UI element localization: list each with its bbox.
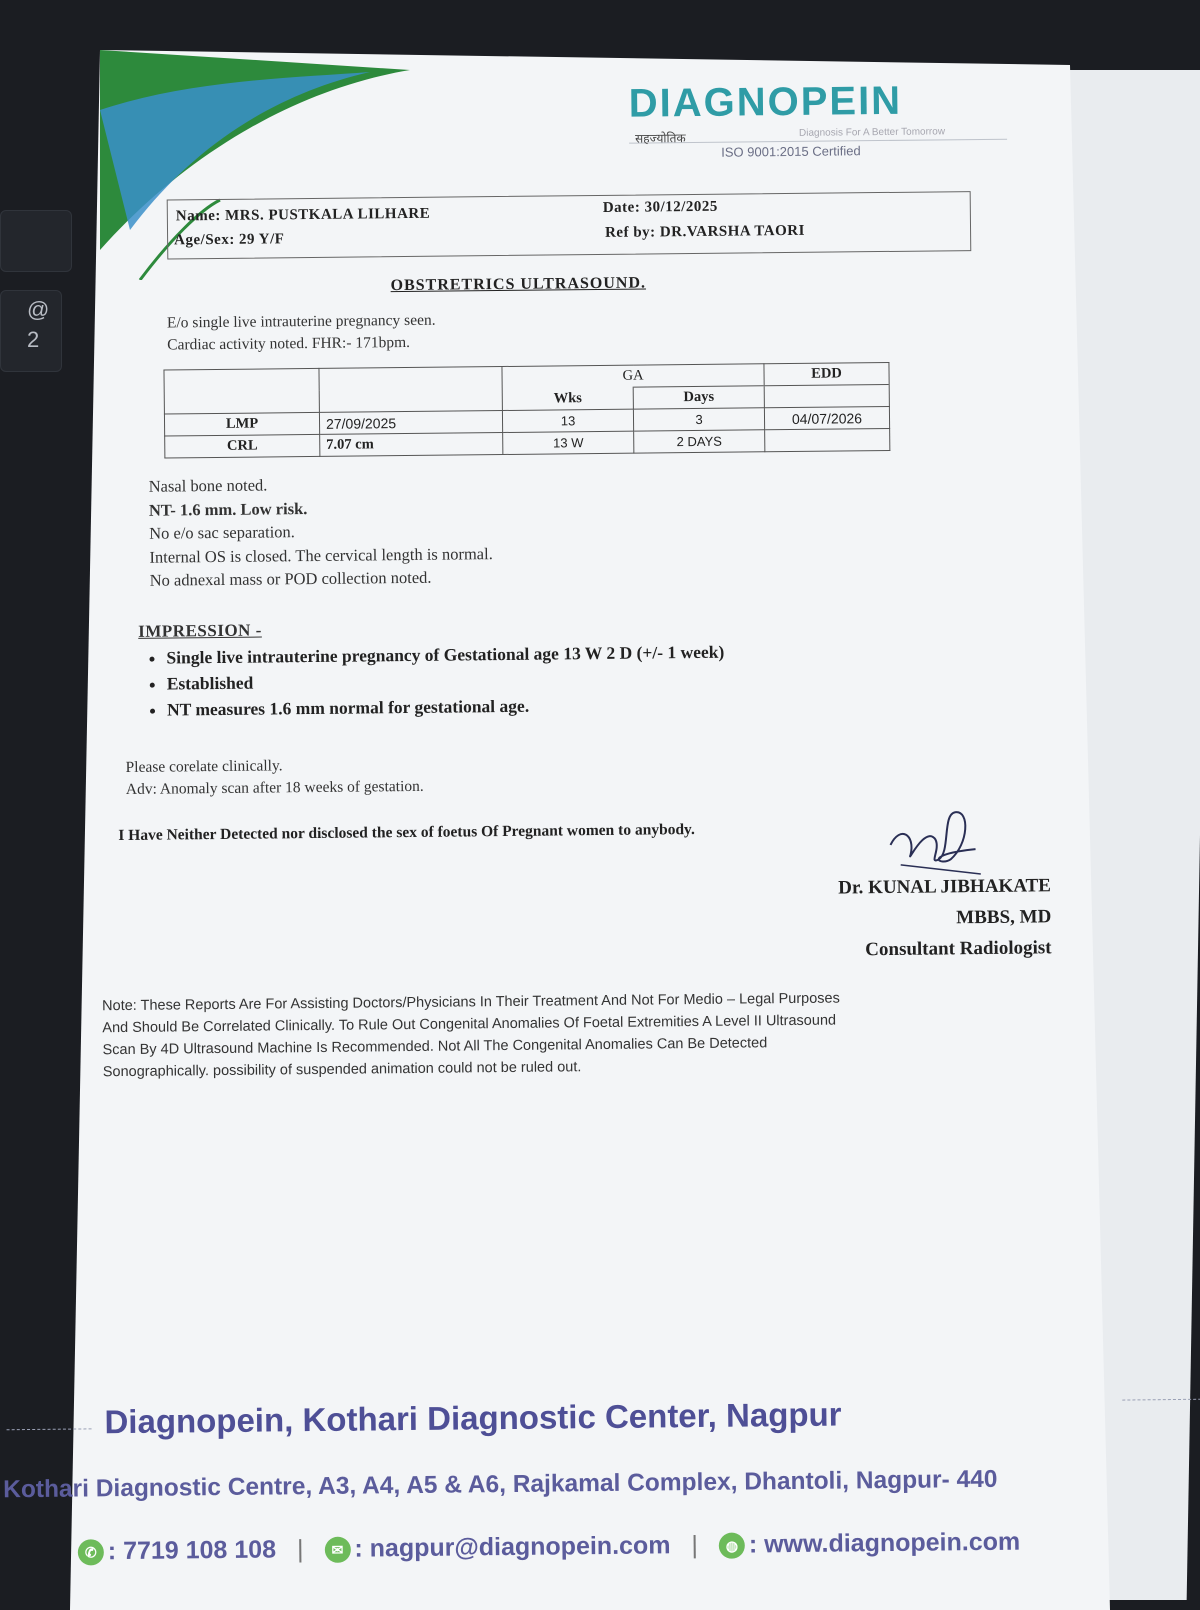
advice-line: Please corelate clinically. (125, 757, 283, 776)
logo-hindi-text: सहज्योतिक (635, 131, 686, 146)
legal-note (102, 985, 1043, 1083)
key-two-label: 2 (27, 327, 40, 352)
gestational-age-table (163, 362, 890, 459)
patient-age-sex: 29 Y/F (238, 231, 285, 248)
finding-line: No adnexal mass or POD collection noted. (149, 567, 432, 590)
footer-phone: : 7719 108 108 (107, 1535, 277, 1566)
days-header: Days (633, 386, 764, 409)
finding-line: NT- 1.6 mm. Low risk. (148, 498, 308, 520)
intro-text (167, 310, 436, 357)
intro-line: E/o single live intrauterine pregnancy seen. (166, 311, 436, 332)
wks-header: Wks (502, 387, 633, 410)
patient-name: MRS. PUSTKALA LILHARE (225, 205, 431, 224)
row-value: 27/09/2025 (319, 411, 502, 435)
finding-line: Nasal bone noted. (148, 475, 268, 496)
row-label: CRL (165, 434, 320, 458)
footer-divider (7, 1428, 92, 1430)
ga-header: GA (502, 364, 764, 389)
advice-line: Adv: Anomaly scan after 18 weeks of gestation. (125, 777, 424, 798)
date-field (603, 199, 718, 217)
footer-divider (1122, 1399, 1200, 1401)
finding-line: No e/o sac separation. (149, 522, 295, 543)
key-at-label: @ (27, 297, 50, 322)
row-days: 3 (633, 408, 764, 431)
row-label: LMP (164, 412, 319, 436)
ref-field (605, 223, 805, 242)
age-label: Age/Sex: (174, 231, 235, 249)
footer-email: : nagpur@diagnopein.com (354, 1531, 671, 1563)
footer-center-name: Diagnopein, Kothari Diagnostic Center, Nagpur (104, 1395, 842, 1441)
table-cell (764, 384, 889, 407)
age-field (174, 231, 284, 249)
footer-contact (78, 1528, 1021, 1567)
row-wks: 13 W (503, 431, 634, 454)
table-cell (164, 368, 319, 414)
patient-info-box (167, 191, 972, 259)
row-days: 2 DAYS (634, 430, 765, 453)
email-icon: ✉ (324, 1537, 350, 1563)
footer-website: : www.diagnopein.com (748, 1527, 1021, 1559)
logo-tagline: Diagnosis For A Better Tomorrow (798, 126, 946, 139)
advice-text (126, 754, 424, 801)
note-line: Scan By 4D Ultrasound Machine Is Recommended. Not All The Congenital Anomalies Can Be Detected (102, 1035, 768, 1059)
note-line: Sonographically. possibility of suspended animation could not be ruled out. (102, 1059, 582, 1081)
impression-heading: IMPRESSION - (138, 620, 262, 641)
doctor-role: Consultant Radiologist (865, 937, 1052, 961)
report-date: 30/12/2025 (644, 198, 718, 216)
sex-disclosure-statement: I Have Neither Detected nor disclosed the sex of foetus Of Pregnant women to anybody. (118, 821, 695, 845)
note-line: Note: These Reports Are For Assisting Doctors/Physicians In Their Treatment And Not For Medio – Legal Purposes (102, 990, 840, 1015)
ref-label: Ref by: (604, 224, 656, 241)
finding-line: Internal OS is closed. The cervical length is normal. (149, 543, 493, 567)
phone-icon: ✆ (78, 1540, 104, 1566)
doctor-signature (880, 804, 991, 885)
brand-logo: DIAGNOPEIN (628, 78, 903, 126)
footer-separator: | (296, 1535, 304, 1564)
row-edd (765, 428, 890, 451)
impression-item: • NT measures 1.6 mm normal for gestational age. (167, 691, 725, 723)
referring-doctor: DR.VARSHA TAORI (659, 222, 806, 241)
name-label: Name: (175, 207, 221, 225)
footer-separator: | (691, 1531, 699, 1560)
intro-line: Cardiac activity noted. FHR:- 171bpm. (167, 333, 411, 354)
row-edd: 04/07/2026 (764, 406, 889, 429)
report-title: OBSTRETRICS ULTRASOUND. (390, 274, 647, 295)
edd-header: EDD (764, 362, 889, 385)
impression-item: • Single live intrauterine pregnancy of Gestational age 13 W 2 D (+/- 1 week) (166, 639, 724, 671)
row-wks: 13 (502, 409, 633, 432)
doctor-degree: MBBS, MD (956, 906, 1052, 929)
impression-item: • Established (167, 665, 725, 697)
footer-address: Kothari Diagnostic Centre, A3, A4, A5 & A6, Rajkamal Complex, Dhantoli, Nagpur- 440 (3, 1465, 998, 1504)
findings-list (149, 471, 494, 592)
globe-icon: ◍ (719, 1533, 745, 1559)
doctor-name: Dr. KUNAL JIBHAKATE (838, 875, 1052, 899)
table-cell (319, 367, 502, 413)
impression-list (128, 639, 725, 723)
iso-certification: ISO 9001:2015 Certified (721, 143, 861, 160)
row-value: 7.07 cm (320, 432, 503, 456)
date-label: Date: (602, 199, 641, 216)
note-line: And Should Be Correlated Clinically. To Rule Out Congenital Anomalies Of Foetal Extremities A Level II Ultrasound (102, 1012, 837, 1037)
name-field (176, 206, 431, 226)
